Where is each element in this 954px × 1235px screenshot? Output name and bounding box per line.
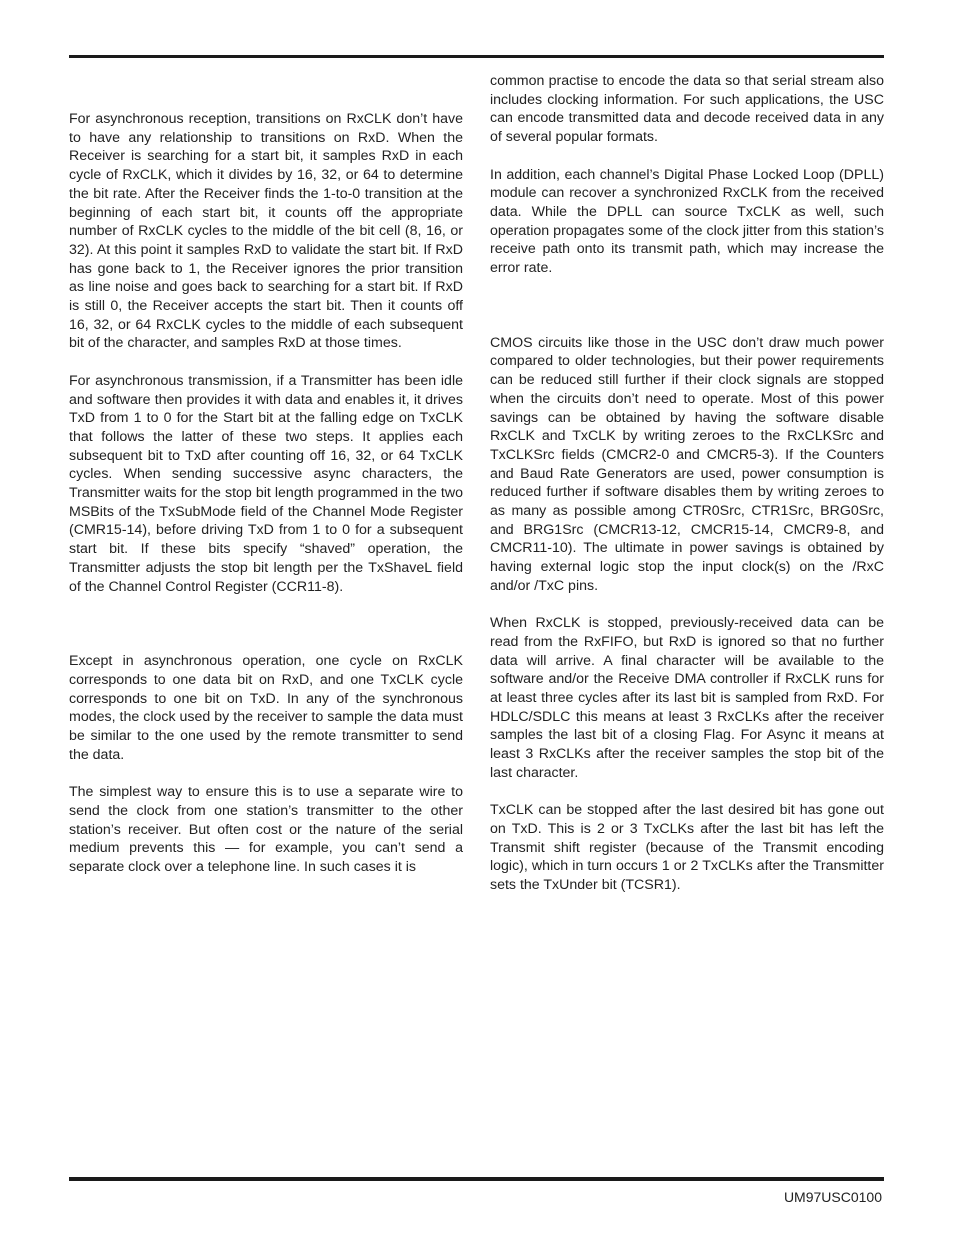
paragraph-sync-clocking: Except in asynchronous operation, one cycle on RxCLK corresponds to one data bit on RxD, and one TxCLK cycle corresponds to one bit on TxD. In any of the synchronous modes, the clock used by the receiver to sample the data must be similar to the one used by the remote transmitter to send the data. [69,653,463,763]
paragraph-dpll: In addition, each channel’s Digital Phase Locked Loop (DPLL) module can recover a synchronized RxCLK from the received data. While the DPLL can source TxCLK as well, such operation propagates some of the clock jitter from this station’s receive path onto its transmit path, which may increase the error rate. [490,166,884,277]
paragraph-async-transmission: For asynchronous transmission, if a Transmitter has been idle and software then provides it with data and enables it, it drives TxD from 1 to 0 for the Start bit at the falling edge on TxCLK that follows the latter of these two steps. It applies each subsequent bit to TxD after counting off 16, 32, or 64 TxCLK cycles. When sending successive async characters, the Transmitter waits for the stop bit length programmed in the two MSBits of the TxSubMode field of the Channel Mode Register (CMR15-14), before driving TxD from 1 to 0 for a subsequent start bit. If these bits specify “shaved” operation, the Transmitter adjusts the stop bit length per the TxShaveL field of the Channel Control Register (CCR11-8). [69,372,463,595]
paragraph-txclk-stopped: TxCLK can be stopped after the last desired bit has gone out on TxD. This is 2 or 3 TxCLKs after the last bit has left the Transmit shift register (because of the Transmit encoding logic), which in turn occurs 1 or 2 TxCLKs after the Transmitter sets the TxUnder bit (TCSR1). [490,802,884,894]
paragraph-encoding-continued: common practise to encode the data so that serial stream also includes clocking information. For such applications, the USC can encode transmitted data and decode received data in any of several popular formats. [490,73,884,146]
header-rule [69,55,884,58]
paragraph-rxclk-stopped: When RxCLK is stopped, previously-received data can be read from the RxFIFO, but RxD is ignored so that no further data will arrive. A final character will be available to the software and/or the Receive DMA controller if RxCLK runs for at least three cycles after its last bit is sampled from RxD. For HDLC/SDLC this means at least 3 RxCLKs after the receiver samples the last bit of a closing Flag. For Async it means at least 3 RxCLKs after the receiver samples the stop bit of the last character. [490,615,884,781]
paragraph-async-reception: For asynchronous reception, transitions on RxCLK don’t have to have any relationship to transitions on RxD. When the Receiver is searching for a start bit, it samples RxD in each cycle of RxCLK, which it divides by 16, 32, or 64 to determine the bit rate. After the Receiver finds the 1-to-0 transition at the beginning of each start bit, it counts off the appropriate number of RxCLK cycles to the middle of the bit cell (8, 16, or 32). At this point it samples RxD to validate the start bit. If RxD has gone back to 1, the Receiver ignores the prior transition as line noise and goes back to searching for a start bit. If RxD is still 0, the Receiver accepts the start bit. Then it counts off 16, 32, or 64 RxCLK cycles to the middle of each subsequent bit of the character, and samples RxD at those times. [69,111,463,352]
footer-rule [69,1177,884,1181]
document-code: UM97USC0100 [783,1189,882,1205]
left-column [69,110,463,877]
paragraph-cmos-power: CMOS circuits like those in the USC don’t draw much power compared to older technologies, but their power requirements can be reduced still further if their clock signals are stopped when the circuits don’t need to operate. Most of this power savings can be obtained by having the software disable RxCLK and TxCLK by writing zeroes to the RxCLKSrc and TxCLKSrc fields (CMCR2-0 and CMCR5-3). If the Counters and Baud Rate Generators are used, power consumption is reduced further if software disables them by writing zeroes to as many as possible among CTR0Src, CTR1Src, BRG0Src, and BRG1Src (CMCR13-12, CMCR15-14, CMCR9-8, and CMCR11-10). The ultimate in power savings is obtained by having external logic stop the input clock(s) on the /RxC and/or /TxC pins. [490,334,884,594]
paragraph-separate-wire: The simplest way to ensure this is to use a separate wire to send the clock from one station’s transmitter to the other station’s receiver. But often cost or the nature of the serial medium prevents this — for example, you can’t send a separate clock over a telephone line. In such cases it is [69,784,463,875]
right-column [490,72,884,895]
